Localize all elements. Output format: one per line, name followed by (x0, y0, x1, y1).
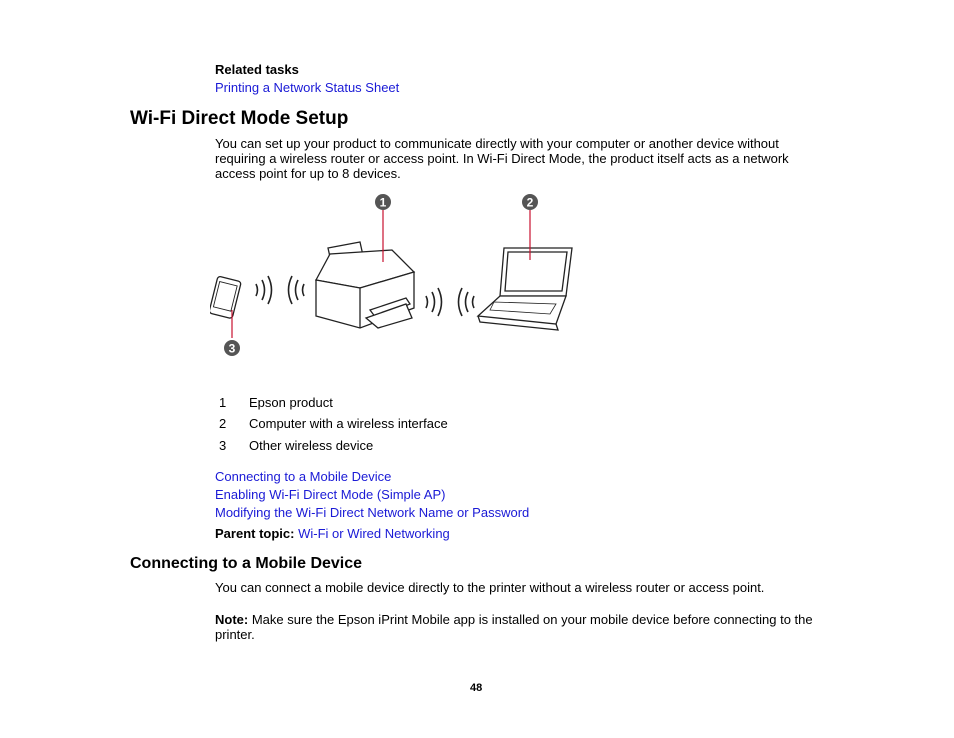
legend-number: 3 (219, 438, 227, 453)
link-printing-network-status-sheet[interactable]: Printing a Network Status Sheet (215, 80, 400, 95)
page-number: 48 (470, 682, 483, 694)
legend-text: Computer with a wireless interface (249, 416, 448, 431)
note-line: Make sure the Epson iPrint Mobile app is installed on your mobile device before connecting to the (251, 612, 813, 627)
legend-number: 1 (219, 395, 227, 410)
parent-topic-label: Parent topic: (215, 526, 295, 541)
intro-line: access point for up to 8 devices. (215, 166, 401, 181)
svg-text:2: 2 (526, 195, 534, 210)
svg-text:3: 3 (228, 341, 236, 356)
link-enabling-wifi-direct[interactable]: Enabling Wi-Fi Direct Mode (Simple AP) (215, 487, 446, 502)
legend-text: Epson product (249, 395, 333, 410)
legend-text: Other wireless device (249, 438, 374, 453)
note-label: Note: (215, 612, 249, 627)
wifi-direct-diagram (210, 188, 580, 364)
subsection-text: You can connect a mobile device directly to the printer without a wireless router or access point. (215, 580, 765, 595)
link-connecting-mobile-device[interactable]: Connecting to a Mobile Device (215, 469, 392, 484)
related-tasks-heading: Related tasks (215, 62, 299, 77)
legend-number: 2 (219, 416, 227, 431)
svg-text:1: 1 (379, 195, 387, 210)
intro-line: requiring a wireless router or access point. In Wi-Fi Direct Mode, the product itself acts as a network (215, 151, 789, 166)
callout-badge-2 (522, 194, 538, 210)
intro-line: You can set up your product to communicate directly with your computer or another device without (215, 136, 779, 151)
wifi-signal-icon (256, 276, 304, 304)
laptop-icon (478, 248, 572, 330)
note-line: printer. (215, 627, 255, 642)
link-wifi-or-wired-networking[interactable]: Wi-Fi or Wired Networking (298, 526, 450, 541)
callout-badge-1 (375, 194, 391, 210)
link-modifying-wifi-direct-name[interactable]: Modifying the Wi-Fi Direct Network Name or Password (215, 505, 530, 520)
note-paragraph (215, 612, 855, 642)
parent-topic (215, 526, 450, 541)
wifi-signal-icon (426, 288, 474, 316)
subsection-title: Connecting to a Mobile Device (130, 555, 363, 572)
intro-paragraph (215, 136, 835, 181)
section-title: Wi-Fi Direct Mode Setup (130, 108, 349, 129)
smartphone-icon (210, 276, 241, 319)
printer-icon (316, 242, 414, 328)
callout-badge-3 (224, 340, 240, 356)
